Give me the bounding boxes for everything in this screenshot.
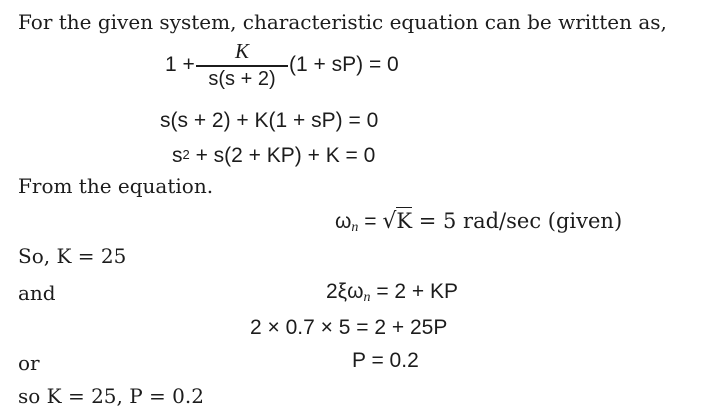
equation-1-rest: (1 + sP) = 0 (289, 53, 399, 76)
equation-1-fraction (196, 39, 288, 90)
equation-4-equals: = (358, 210, 383, 233)
equation-5-rhs: = 2 + KP (370, 280, 459, 303)
equation-4-rest: = 5 rad/sec (given) (412, 209, 623, 233)
equation-5 (326, 280, 459, 305)
equation-2: s(s + 2) + K(1 + sP) = 0 (160, 109, 379, 132)
equation-3-base: s (172, 144, 183, 167)
equation-1-prefix: 1 + (165, 53, 195, 76)
so-line: So, K = 25 (18, 244, 127, 268)
equation-3 (172, 145, 375, 166)
equation-3-exponent: 2 (182, 147, 190, 162)
equation-5-subscript: n (363, 290, 371, 305)
fraction-denominator: s(s + 2) (208, 68, 276, 90)
equation-7: P = 0.2 (352, 349, 419, 372)
equation-3-rest: + s(2 + KP) + K = 0 (189, 144, 376, 167)
sqrt-argument: K (396, 209, 413, 233)
omega-subscript: n (351, 220, 359, 235)
fraction-numerator: K (234, 39, 249, 63)
and-word: and (18, 281, 56, 305)
intro-text: For the given system, characteristic equation can be written as, (18, 10, 667, 34)
sqrt-symbol: √K (382, 209, 413, 234)
equation-5-lhs: 2ξω (326, 280, 364, 303)
final-answer: so K = 25, P = 0.2 (18, 384, 204, 408)
equation-6: 2 × 0.7 × 5 = 2 + 25P (250, 316, 448, 339)
from-text: From the equation. (18, 174, 214, 198)
omega-symbol: ω (335, 210, 352, 233)
or-word: or (18, 351, 40, 375)
fraction-bar (196, 65, 288, 67)
equation-4 (335, 211, 622, 233)
